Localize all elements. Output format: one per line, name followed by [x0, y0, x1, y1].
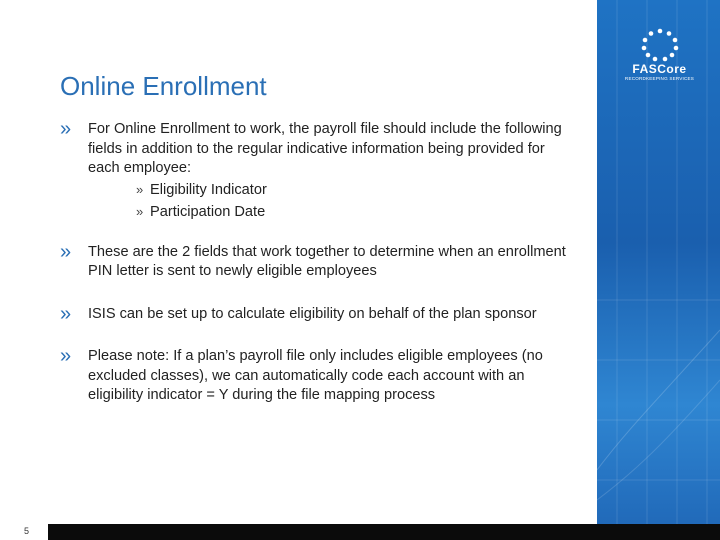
- bullet-item: [60, 302, 580, 325]
- bullet-item: [60, 120, 580, 179]
- sub-bullet-marker: »: [136, 181, 144, 197]
- page-number: 5: [24, 526, 30, 536]
- sub-bullet-item: [60, 179, 580, 201]
- footer-bar: [0, 524, 720, 540]
- bullet-marker: »: [60, 302, 72, 325]
- bullet-text: Please note: If a plan’s payroll file only includes eligible employees (no excluded classes), we can automatically code each account with an eligibility indicator = Y during the file mapping process: [88, 348, 543, 403]
- logo-name: FASCore: [632, 62, 687, 76]
- bullet-marker: »: [60, 345, 72, 367]
- sub-bullet-text: Participation Date: [150, 203, 266, 220]
- bullet-marker: »: [60, 240, 72, 263]
- sub-bullet-marker: »: [136, 203, 144, 219]
- fascore-logo: [612, 28, 707, 94]
- bullet-marker: »: [60, 118, 72, 140]
- bullet-item: [60, 347, 580, 406]
- sub-bullet-text: Eligibility Indicator: [150, 181, 267, 198]
- star-ring-logo-icon: [639, 28, 681, 62]
- bullet-text: These are the 2 fields that work together to determine when an enrollment PIN letter is sent to newly eligible employees: [88, 243, 566, 279]
- bullet-item: [60, 240, 580, 282]
- sub-bullet-item: [60, 201, 580, 223]
- logo-tagline: RECORDKEEPING SERVICES: [624, 76, 695, 81]
- bullet-text: For Online Enrollment to work, the payroll file should include the following fields in addition to the regular indicative information being provided for each employee:: [88, 121, 562, 176]
- bullet-text: ISIS can be set up to calculate eligibility on behalf of the plan sponsor: [88, 305, 537, 322]
- slide-title: Online Enrollment: [60, 71, 267, 101]
- bullet-list: [60, 120, 580, 406]
